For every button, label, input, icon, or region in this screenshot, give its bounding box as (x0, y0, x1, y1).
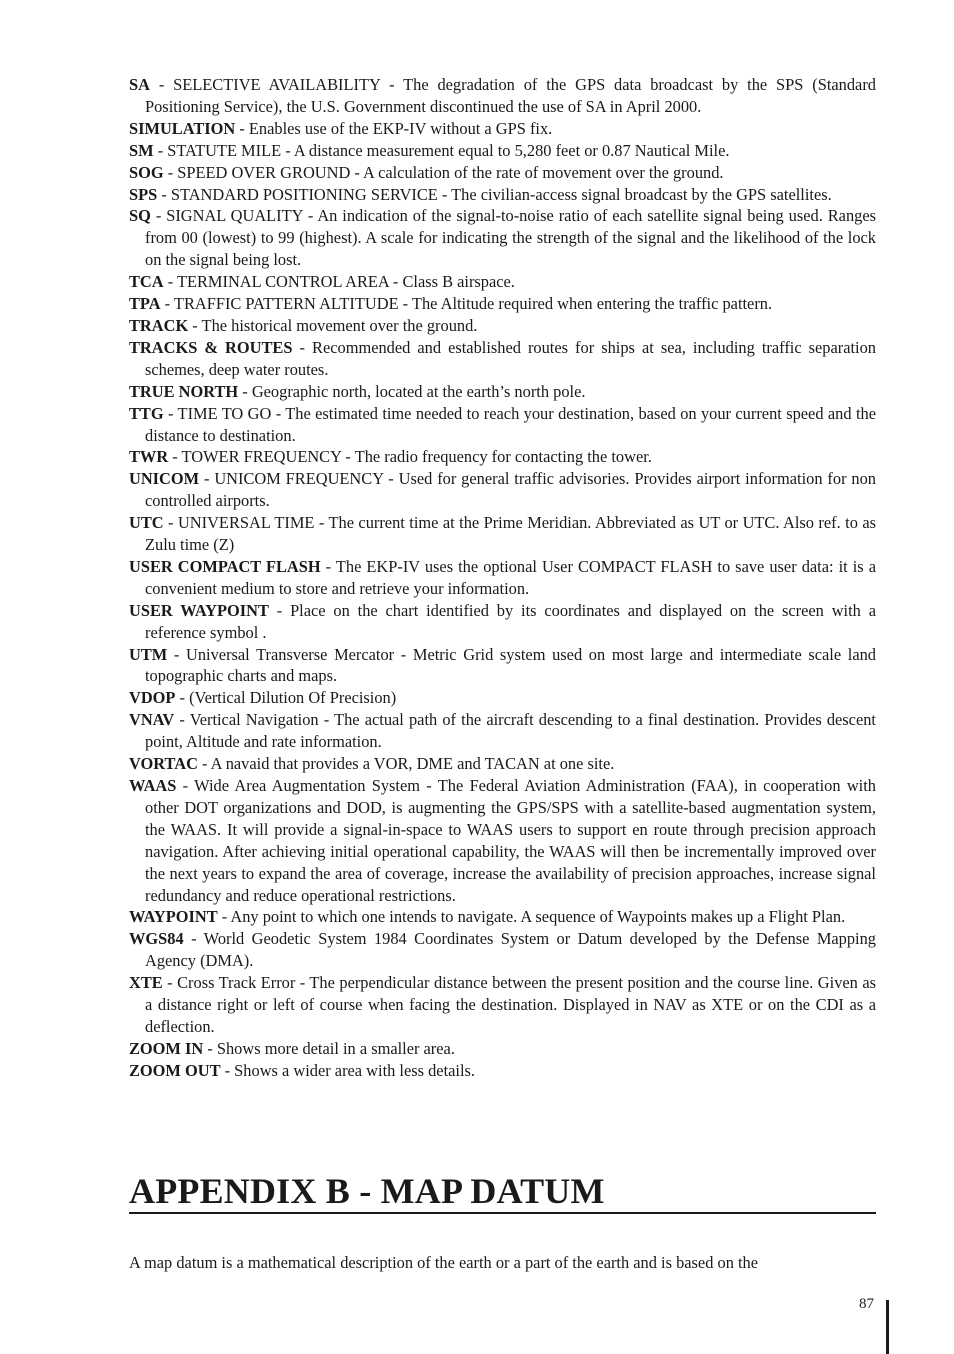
glossary-definition: - Recommended and established routes for ships at sea, including traffic separation schemes, deep water routes. (145, 337, 877, 379)
glossary-entry (129, 271, 876, 293)
glossary-definition: - Enables use of the EKP-IV without a GPS fix. (235, 118, 553, 138)
glossary-entry (129, 74, 876, 118)
glossary-term: TRUE NORTH (129, 381, 239, 401)
glossary-entry (129, 600, 876, 644)
glossary-entry (129, 1038, 876, 1060)
glossary-definition: - Shows more detail in a smaller area. (203, 1038, 455, 1058)
glossary-definition: - Cross Track Error - The perpendicular distance between the present position and the course line. Given as a distance right or left of course when facing the destination. Displayed in NAV as XTE or on the CDI as a deflection. (145, 973, 876, 1036)
glossary-term: VNAV (129, 710, 175, 730)
glossary-entry (129, 1060, 876, 1082)
glossary-entry (129, 140, 876, 162)
glossary-entry (129, 118, 876, 140)
glossary-definition: - A navaid that provides a VOR, DME and TACAN at one site. (197, 754, 615, 774)
glossary-term: TCA (129, 272, 164, 292)
appendix-intro-text: A map datum is a mathematical description of the earth or a part of the earth and is based on the (129, 1253, 759, 1272)
glossary-term: SQ (129, 206, 151, 226)
glossary-term: WGS84 (129, 929, 184, 949)
glossary-entry (129, 381, 876, 403)
glossary-definition: - Any point to which one intends to navigate. A sequence of Waypoints makes up a Flight Plan. (217, 907, 846, 927)
glossary-definition: - TRAFFIC PATTERN ALTITUDE - The Altitude required when entering the traffic pattern. (160, 294, 773, 314)
glossary-term: SIMULATION (129, 118, 236, 138)
glossary-term: USER COMPACT FLASH (129, 556, 321, 576)
glossary-entry (129, 709, 876, 753)
glossary-entry (129, 644, 876, 688)
glossary-term: VDOP (129, 688, 176, 708)
glossary-term: ZOOM OUT (129, 1060, 221, 1080)
appendix-title: APPENDIX B - MAP DATUM (129, 1170, 876, 1214)
glossary-definition: - The historical movement over the ground. (188, 315, 478, 335)
glossary-entry (129, 928, 876, 972)
glossary-entry (129, 184, 876, 206)
glossary-term: TRACK (129, 315, 189, 335)
glossary-definition: - TERMINAL CONTROL AREA - Class B airspace. (163, 272, 515, 292)
glossary-entry (129, 205, 876, 271)
glossary-entry (129, 403, 876, 447)
glossary-term: WAYPOINT (129, 907, 218, 927)
glossary-term: TPA (129, 294, 161, 314)
glossary-entry (129, 753, 876, 775)
glossary-term: UNICOM (129, 469, 200, 489)
glossary-term: VORTAC (129, 754, 198, 774)
glossary-term: WAAS (129, 776, 177, 795)
page-edge-rule (886, 1300, 889, 1354)
page-number: 87 (859, 1296, 874, 1312)
glossary-definition: - UNIVERSAL TIME - The current time at the Prime Meridian. Abbreviated as UT or UTC. Also ref. to as Zulu time (Z) (145, 513, 876, 555)
glossary-entry (129, 512, 876, 556)
glossary-definition: - Wide Area Augmentation System - The Federal Aviation Administration (FAA), in cooperation with other DOT organizations and DOD, is augmenting the GPS/SPS with a satellite-based augmentation system, the WAAS. It will provide a signal-in-space to WAAS users to support en route through precision approach navigation. After achieving initial operational capability, the WAAS will then be incrementally improved over the next years to expand the area of coverage, increase the availability of precision approaches, increase signal redundancy and reduce operational restrictions. (145, 776, 876, 905)
glossary-term: TTG (129, 403, 164, 423)
glossary-definition: - Universal Transverse Mercator - Metric Grid system used on most large and intermediate scale land topographic charts and maps. (145, 644, 876, 686)
glossary-definition: - SIGNAL QUALITY - An indication of the signal-to-noise ratio of each satellite signal being used. Ranges from 00 (lowest) to 99 (highest). A scale for indicating the strength of the signal and the likelihood of the lock on the signal being lost. (145, 206, 876, 270)
glossary-list (129, 74, 876, 1082)
glossary-term: SOG (129, 162, 164, 182)
glossary-term: SA (129, 75, 150, 94)
glossary-definition: - Shows a wider area with less details. (220, 1060, 475, 1080)
glossary-term: SM (129, 140, 154, 160)
glossary-definition: - World Geodetic System 1984 Coordinates System or Datum developed by the Defense Mapping Agency (DMA). (145, 929, 876, 971)
glossary-definition: - Geographic north, located at the earth’s north pole. (238, 381, 586, 401)
glossary-term: UTC (129, 513, 164, 533)
glossary-entry (129, 337, 876, 381)
glossary-entry (129, 293, 876, 315)
glossary-term: TWR (129, 447, 169, 467)
glossary-definition: - TIME TO GO - The estimated time needed to reach your destination, based on your current speed and the distance to destination. (145, 403, 876, 445)
glossary-definition: - Place on the chart identified by its coordinates and displayed on the screen with a reference symbol . (145, 600, 876, 642)
glossary-definition: - STANDARD POSITIONING SERVICE - The civilian-access signal broadcast by the GPS satellites. (157, 184, 832, 204)
glossary-definition: - (Vertical Dilution Of Precision) (175, 688, 397, 708)
glossary-term: ZOOM IN (129, 1038, 204, 1058)
glossary-entry (129, 446, 876, 468)
glossary-term: SPS (129, 184, 158, 204)
glossary-definition: - TOWER FREQUENCY - The radio frequency for contacting the tower. (168, 447, 652, 467)
glossary-term: USER WAYPOINT (129, 600, 269, 620)
glossary-entry (129, 972, 876, 1038)
glossary-entry (129, 775, 876, 906)
glossary-entry (129, 468, 876, 512)
glossary-entry (129, 162, 876, 184)
glossary-entry (129, 687, 876, 709)
glossary-definition: - SELECTIVE AVAILABILITY - The degradation of the GPS data broadcast by the SPS (Standard Positioning Service), the U.S. Government discontinued the use of SA in April 2000. (145, 75, 876, 116)
glossary-entry (129, 906, 876, 928)
glossary-definition: - STATUTE MILE - A distance measurement equal to 5,280 feet or 0.87 Nautical Mile. (153, 140, 730, 160)
glossary-definition: - SPEED OVER GROUND - A calculation of the rate of movement over the ground. (163, 162, 724, 182)
glossary-term: TRACKS & ROUTES (129, 337, 293, 357)
glossary-term: XTE (129, 973, 163, 993)
glossary-definition: - Vertical Navigation - The actual path of the aircraft descending to a final destination. Provides descent point, Altitude and rate information. (145, 710, 876, 752)
glossary-entry (129, 315, 876, 337)
glossary-entry (129, 556, 876, 600)
glossary-definition: - UNICOM FREQUENCY - Used for general traffic advisories. Provides airport information for non controlled airports. (145, 469, 876, 511)
glossary-term: UTM (129, 644, 168, 664)
glossary-definition: - The EKP-IV uses the optional User COMPACT FLASH to save user data: it is a convenient medium to store and retrieve your information. (145, 556, 876, 598)
